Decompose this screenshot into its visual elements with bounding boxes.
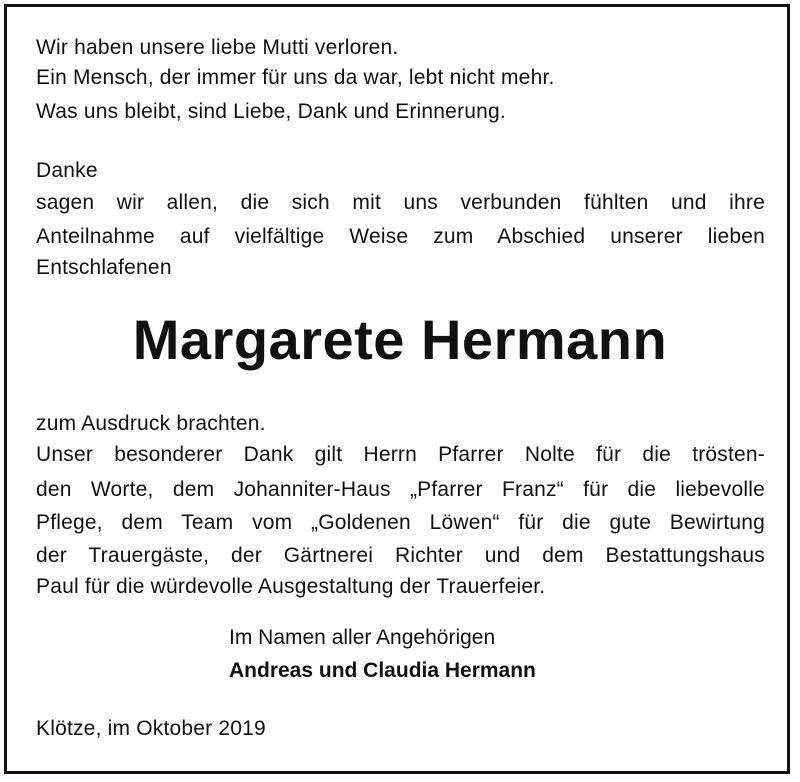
thanks-line-1: sagen wir allen, die sich mit uns verbunden fühlten und ihre: [36, 191, 765, 214]
thanks-line-2: Anteilnahme auf vielfältige Weise zum Abschied unserer lieben: [36, 225, 765, 248]
place-date: Klötze, im Oktober 2019: [36, 717, 266, 740]
closing-line-2: Unser besonderer Dank gilt Herrn Pfarrer Nolte für die trösten-: [36, 443, 765, 466]
closing-line-4: Pflege, dem Team vom „Goldenen Löwen“ für die gute Bewirtung: [36, 511, 765, 534]
thanks-line-3: Entschlafenen: [36, 256, 172, 279]
thanks-heading: Danke: [36, 159, 98, 182]
closing-line-6: Paul für die würdevolle Ausgestaltung der Trauerfeier.: [36, 575, 546, 598]
closing-line-3: den Worte, dem Johanniter-Haus „Pfarrer Franz“ für die liebevolle: [36, 478, 765, 501]
closing-line-1: zum Ausdruck brachten.: [36, 412, 266, 435]
intro-line-3: Was uns bleibt, sind Liebe, Dank und Erinnerung.: [36, 100, 506, 123]
deceased-name: Margarete Hermann: [132, 308, 668, 371]
intro-line-1: Wir haben unsere liebe Mutti verloren.: [36, 36, 399, 59]
intro-line-2: Ein Mensch, der immer für uns da war, lebt nicht mehr.: [36, 66, 555, 89]
closing-line-5: der Trauergäste, der Gärtnerei Richter und dem Bestattungshaus: [36, 544, 765, 567]
signature-names: Andreas und Claudia Hermann: [229, 659, 536, 682]
signature-prefix: Im Namen aller Angehörigen: [229, 626, 496, 649]
